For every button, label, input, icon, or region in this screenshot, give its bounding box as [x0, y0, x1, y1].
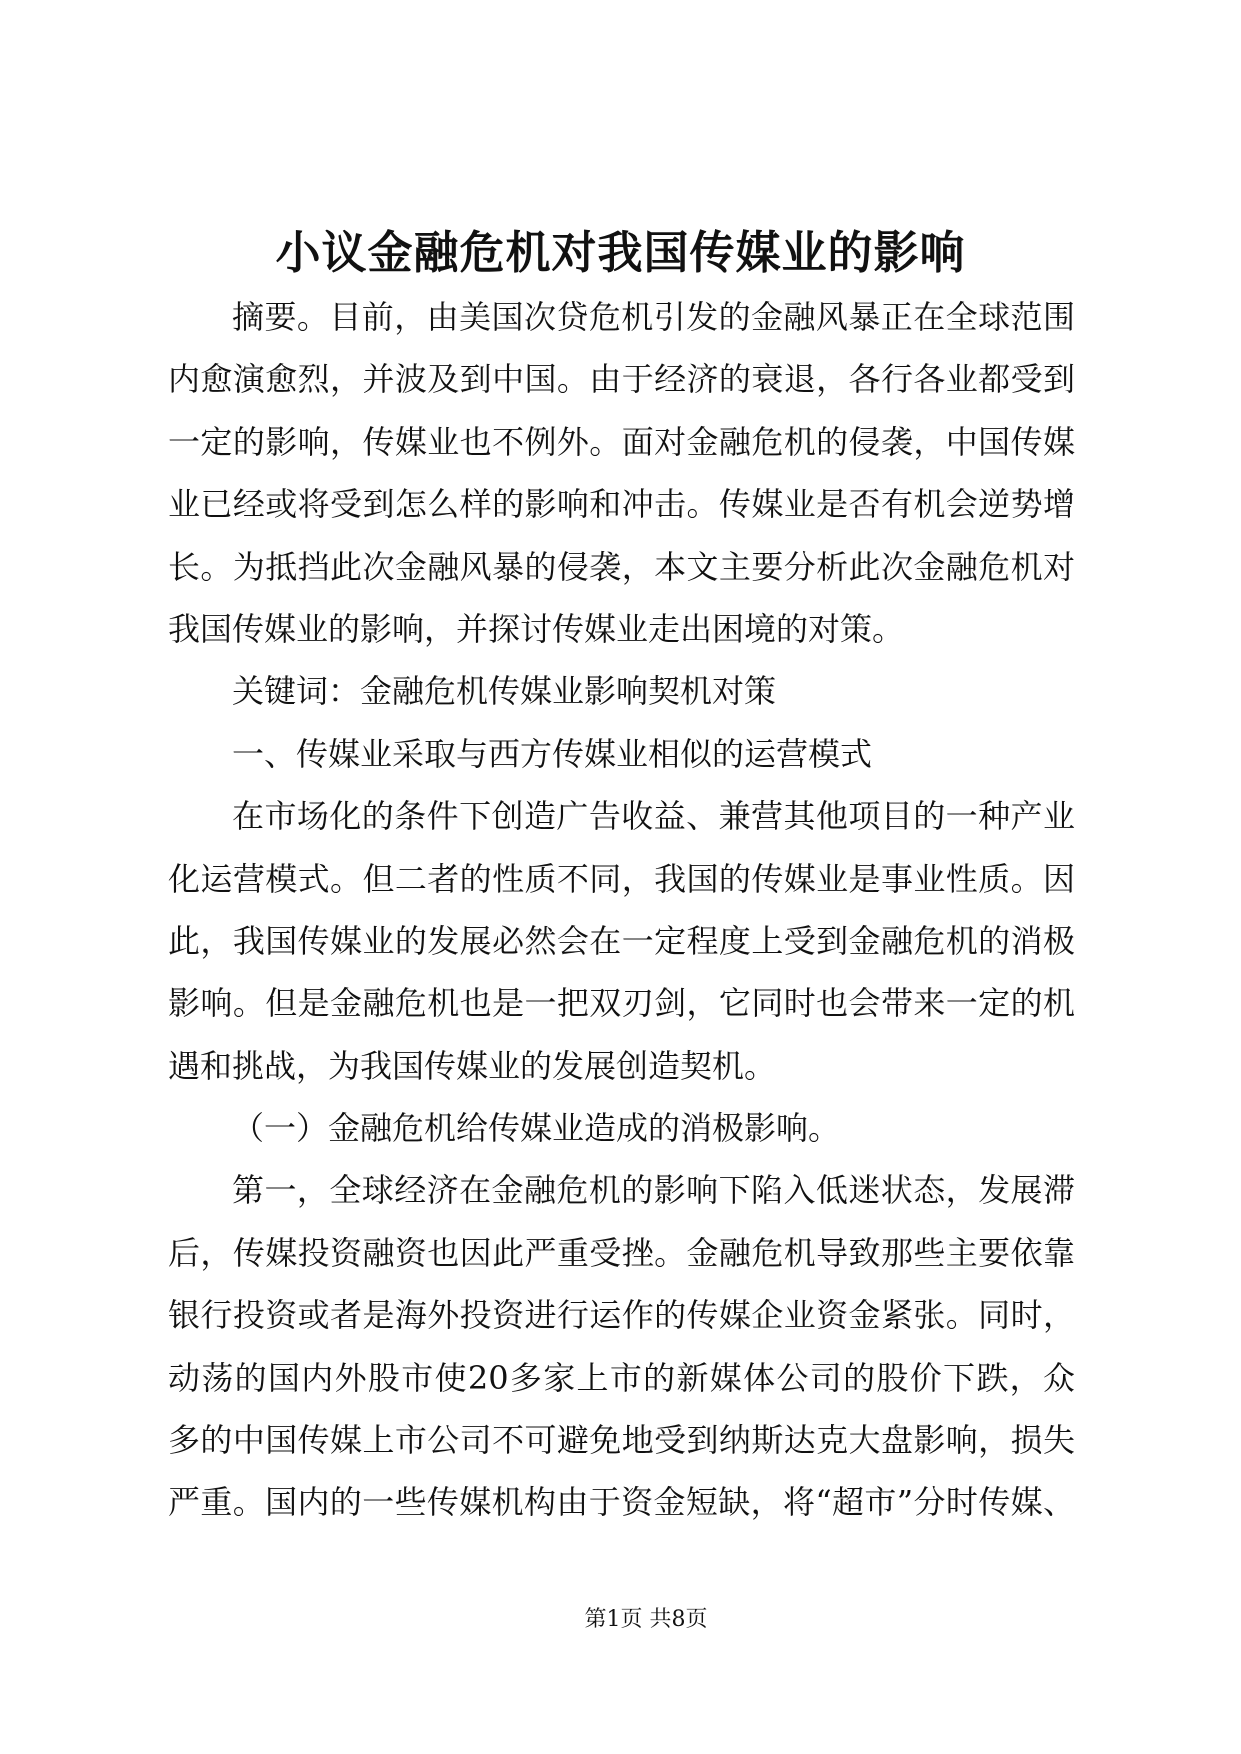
abstract-paragraph [168, 286, 1075, 660]
text-line: 一、传媒业采取与西方传媒业相似的运营模式 [232, 734, 873, 773]
text-line: 第一，全球经济在金融危机的影响下陷入低迷状态，发展滞 [232, 1171, 1075, 1210]
text-line: 严重。国内的一些传媒机构由于资金短缺，将“超市”分时传媒、 [168, 1483, 1075, 1522]
text-line: 遇和挑战，为我国传媒业的发展创造契机。 [168, 1046, 777, 1085]
section-heading [168, 723, 1075, 785]
document-body [168, 286, 1075, 1534]
text-line: 业已经或将受到怎么样的影响和冲击。传媒业是否有机会逆势增 [168, 485, 1075, 524]
text-line: 动荡的国内外股市使20多家上市的新媒体公司的股价下跌，众 [168, 1358, 1075, 1397]
subsection-heading [168, 1097, 1075, 1159]
keywords-paragraph [168, 660, 1075, 722]
text-line: （一）金融危机给传媒业造成的消极影响。 [232, 1109, 841, 1148]
text-line: 银行投资或者是海外投资进行运作的传媒企业资金紧张。同时， [168, 1296, 1075, 1335]
text-line: 化运营模式。但二者的性质不同，我国的传媒业是事业性质。因 [168, 859, 1075, 898]
document-title: 小议金融危机对我国传媒业的影响 [275, 226, 966, 279]
text-line: 在市场化的条件下创造广告收益、兼营其他项目的一种产业 [232, 797, 1075, 836]
text-line: 关键词：金融危机传媒业影响契机对策 [232, 672, 777, 711]
text-line: 此，我国传媒业的发展必然会在一定程度上受到金融危机的消极 [168, 921, 1075, 960]
text-line: 内愈演愈烈，并波及到中国。由于经济的衰退，各行各业都受到 [168, 360, 1075, 399]
body-paragraph [168, 1159, 1075, 1533]
page-number-footer: 第1页 共8页 [584, 1607, 708, 1632]
text-line: 一定的影响，传媒业也不例外。面对金融危机的侵袭，中国传媒 [168, 422, 1075, 461]
text-line: 多的中国传媒上市公司不可避免地受到纳斯达克大盘影响，损失 [168, 1421, 1075, 1460]
text-line: 影响。但是金融危机也是一把双刃剑，它同时也会带来一定的机 [168, 984, 1075, 1023]
text-line: 我国传媒业的影响，并探讨传媒业走出困境的对策。 [168, 609, 905, 648]
text-line: 后，传媒投资融资也因此严重受挫。金融危机导致那些主要依靠 [168, 1233, 1075, 1272]
text-line: 长。为抵挡此次金融风暴的侵袭，本文主要分析此次金融危机对 [168, 547, 1075, 586]
text-line: 摘要。目前，由美国次贷危机引发的金融风暴正在全球范围 [232, 298, 1075, 336]
body-paragraph [168, 785, 1075, 1097]
